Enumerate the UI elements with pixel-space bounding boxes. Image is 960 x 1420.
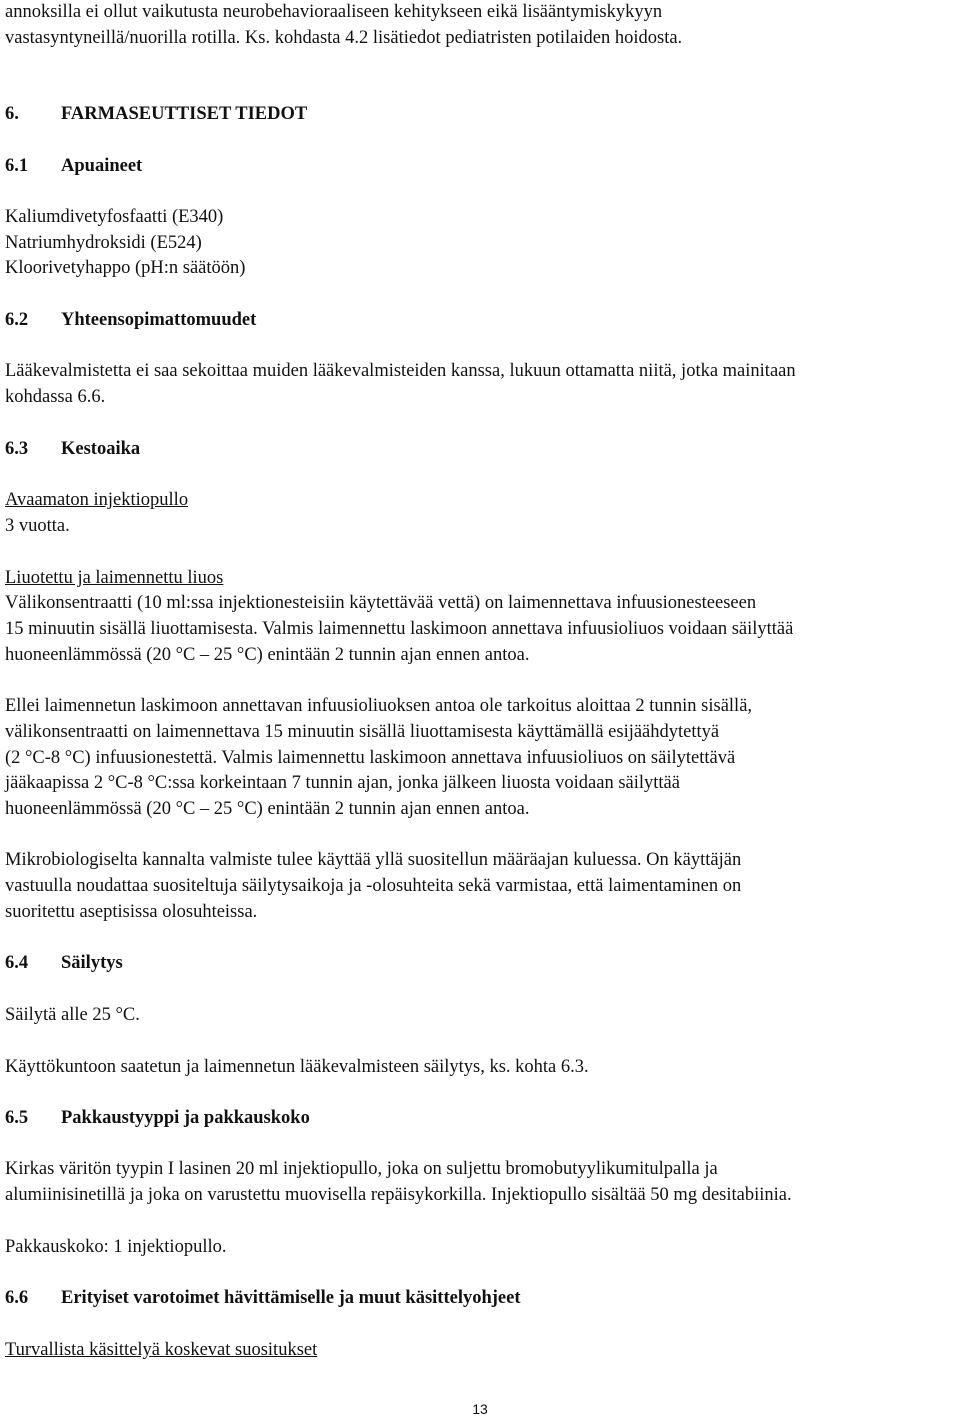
excipient-item: Natriumhydroksidi (E524)	[5, 233, 202, 253]
paragraph-line: 3 vuotta.	[5, 516, 70, 536]
section-title: FARMASEUTTISET TIEDOT	[61, 104, 308, 124]
section-title: Kestoaika	[61, 439, 141, 459]
section-6-2-heading	[5, 308, 256, 334]
section-title: Apuaineet	[61, 156, 143, 176]
section-number: 6.4	[5, 953, 29, 973]
paragraph-line: 15 minuutin sisällä liuottamisesta. Valmis laimennettu laskimoon annettava infuusioliuos voidaan säilyttää	[5, 619, 794, 639]
paragraph-line: Lääkevalmistetta ei saa sekoittaa muiden lääkevalmisteiden kanssa, lukuun ottamatta niitä, jotka mainitaan	[5, 361, 796, 381]
intro-line-1: annoksilla ei ollut vaikutusta neurobehavioraaliseen kehitykseen eikä lisääntymiskykyyn	[5, 2, 663, 22]
paragraph-line: (2 °C-8 °C) infuusionestettä. Valmis laimennettu laskimoon annettava infuusioliuos on säilytettävä	[5, 748, 736, 768]
section-title: Erityiset varotoimet hävittämiselle ja muut käsittelyohjeet	[61, 1288, 521, 1308]
paragraph-line: Kirkas väritön tyypin I lasinen 20 ml injektiopullo, joka on suljettu bromobutyylikumitulpalla ja	[5, 1159, 718, 1179]
paragraph-line: Käyttökuntoon saatetun ja laimennetun lääkevalmisteen säilytys, ks. kohta 6.3.	[5, 1057, 589, 1077]
section-title: Pakkaustyyppi ja pakkauskoko	[61, 1108, 310, 1128]
paragraph-line: huoneenlämmössä (20 °C – 25 °C) enintään 2 tunnin ajan ennen antoa.	[5, 645, 530, 665]
paragraph-line: Säilytä alle 25 °C.	[5, 1005, 140, 1025]
section-6-1-heading	[5, 154, 142, 180]
paragraph-line: suoritettu aseptisissa olosuhteissa.	[5, 902, 258, 922]
section-6-heading	[5, 102, 307, 128]
paragraph-line: Mikrobiologiselta kannalta valmiste tulee käyttää yllä suositellun määräajan kuluessa. On käyttäjän	[5, 850, 742, 870]
section-title: Säilytys	[61, 953, 123, 973]
excipient-item: Kloorivetyhappo (pH:n säätöön)	[5, 258, 246, 278]
excipient-item: Kaliumdivetyfosfaatti (E340)	[5, 207, 224, 227]
section-6-5-heading	[5, 1106, 310, 1132]
subheading-reconstituted-solution: Liuotettu ja laimennettu liuos	[5, 568, 224, 588]
section-number: 6.6	[5, 1288, 29, 1308]
page-number: 13	[472, 1401, 488, 1417]
section-6-4-heading	[5, 951, 123, 977]
section-number: 6.	[5, 104, 19, 124]
paragraph-line: vastuulla noudattaa suositeltuja säilytysaikoja ja -olosuhteita sekä varmistaa, että laimentaminen on	[5, 876, 742, 896]
paragraph-line: Ellei laimennetun laskimoon annettavan infuusioliuoksen antoa ole tarkoitus aloittaa 2 tunnin sisällä,	[5, 696, 753, 716]
section-number: 6.5	[5, 1108, 29, 1128]
paragraph-line: huoneenlämmössä (20 °C – 25 °C) enintään 2 tunnin ajan ennen antoa.	[5, 799, 530, 819]
section-number: 6.3	[5, 439, 29, 459]
section-title: Yhteensopimattomuudet	[61, 310, 257, 330]
intro-line-2: vastasyntyneillä/nuorilla rotilla. Ks. kohdasta 4.2 lisätiedot pediatristen potilaiden hoidosta.	[5, 28, 683, 48]
paragraph-line: jääkaapissa 2 °C-8 °C:ssa korkeintaan 7 tunnin ajan, jonka jälkeen liuosta voidaan säilyttää	[5, 773, 680, 793]
section-number: 6.2	[5, 310, 29, 330]
paragraph-line: välikonsentraatti on laimennettava 15 minuutin sisällä liuottamisesta käyttämällä esijäähdytettyä	[5, 722, 720, 742]
section-number: 6.1	[5, 156, 29, 176]
paragraph-line: alumiinisinetillä ja joka on varustettu muovisella repäisykorkilla. Injektiopullo sisältää 50 mg desitabiinia.	[5, 1185, 792, 1205]
section-6-6-heading	[5, 1286, 521, 1312]
subheading-safe-handling: Turvallista käsittelyä koskevat suositukset	[5, 1340, 318, 1360]
subheading-unopened-vial: Avaamaton injektiopullo	[5, 490, 189, 510]
section-6-3-heading	[5, 437, 140, 463]
paragraph-line: Välikonsentraatti (10 ml:ssa injektionesteisiin käytettävää vettä) on laimennettava infuusionesteeseen	[5, 593, 757, 613]
paragraph-line: kohdassa 6.6.	[5, 387, 106, 407]
pack-size: Pakkauskoko: 1 injektiopullo.	[5, 1237, 227, 1257]
